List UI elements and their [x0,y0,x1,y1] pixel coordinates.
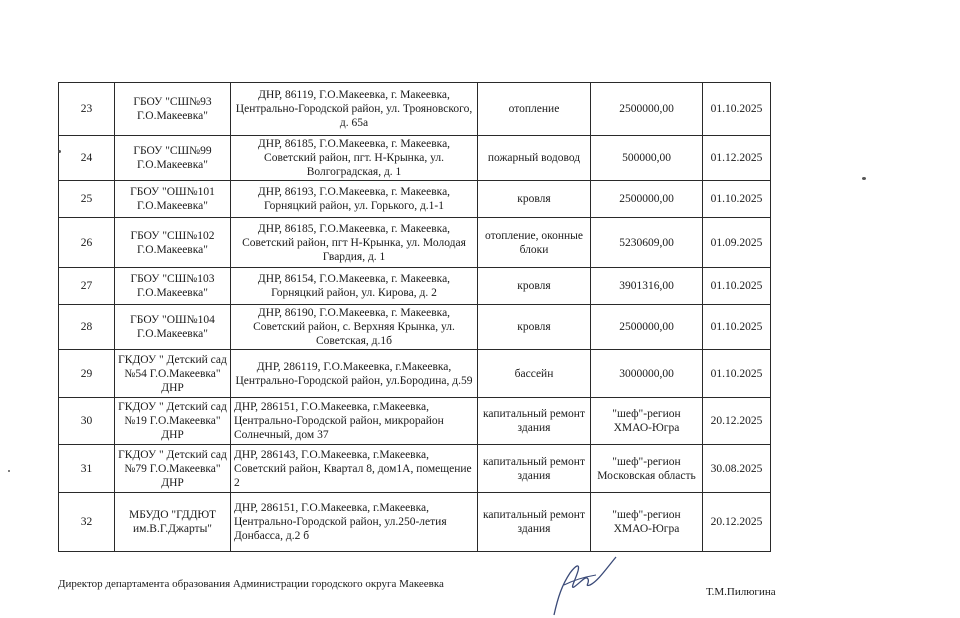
deadline-date: 20.12.2025 [703,398,771,445]
funding-source: "шеф"-регион ХМАО-Югра [591,493,703,552]
scan-speck [862,177,866,180]
institution-name: ГБОУ "СШ№93 Г.О.Макеевка" [115,83,231,136]
funding-amount: 5230609,00 [591,218,703,268]
institution-name: ГБОУ "СШ№102 Г.О.Макеевка" [115,218,231,268]
deadline-date: 01.10.2025 [703,181,771,218]
scan-speck [8,470,10,472]
table-row [59,350,771,398]
deadline-date: 01.10.2025 [703,350,771,398]
table-row [59,218,771,268]
institution-address: ДНР, 86193, Г.О.Макеевка, г. Макеевка, Горняцкий район, ул. Горького, д.1-1 [231,181,478,218]
work-type: капитальный ремонт здания [478,445,591,493]
institution-name: ГКДОУ " Детский сад №19 Г.О.Макеевка" ДНР [115,398,231,445]
institution-address: ДНР, 286119, Г.О.Макеевка, г.Макеевка, Центрально-Городской район, ул.Бородина, д.59 [231,350,478,398]
institution-name: ГБОУ "ОШ№101 Г.О.Макеевка" [115,181,231,218]
signatory-name: Т.М.Пилюгина [706,586,776,598]
funding-amount: 2500000,00 [591,305,703,350]
deadline-date: 01.12.2025 [703,136,771,181]
row-number: 31 [59,445,115,493]
deadline-date: 20.12.2025 [703,493,771,552]
repair-schedule-table [58,82,771,552]
table-row [59,136,771,181]
deadline-date: 30.08.2025 [703,445,771,493]
work-type: кровля [478,268,591,305]
work-type: пожарный водовод [478,136,591,181]
work-type: капитальный ремонт здания [478,398,591,445]
row-number: 28 [59,305,115,350]
deadline-date: 01.10.2025 [703,305,771,350]
funding-amount: 2500000,00 [591,181,703,218]
deadline-date: 01.10.2025 [703,83,771,136]
work-type: отопление [478,83,591,136]
funding-amount: 500000,00 [591,136,703,181]
funding-source: "шеф"-регион ХМАО-Югра [591,398,703,445]
work-type: бассейн [478,350,591,398]
row-number: 30 [59,398,115,445]
handwritten-signature [540,545,620,618]
institution-address: ДНР, 86119, Г.О.Макеевка, г. Макеевка, Центрально-Городской район, ул. Трояновского, д. 65а [231,83,478,136]
table-row [59,398,771,445]
institution-address: ДНР, 286143, Г.О.Макеевка, г.Макеевка, Советский район, Квартал 8, дом1А, помещение 2 [231,445,478,493]
funding-amount: 3000000,00 [591,350,703,398]
table-row [59,305,771,350]
signatory-position: Директор департамента образования Администрации городского округа Макеевка [58,578,444,590]
institution-name: ГБОУ "СШ№103 Г.О.Макеевка" [115,268,231,305]
row-number: 32 [59,493,115,552]
row-number: 24 [59,136,115,181]
row-number: 23 [59,83,115,136]
table-row [59,493,771,552]
work-type: отопление, оконные блоки [478,218,591,268]
institution-address: ДНР, 286151, Г.О.Макеевка, г.Макеевка, Центрально-Городской район, микрорайон Солнечный, дом 37 [231,398,478,445]
institution-address: ДНР, 86190, Г.О.Макеевка, г. Макеевка, Советский район, с. Верхняя Крынка, ул. Советская, д.1б [231,305,478,350]
institution-address: ДНР, 86185, Г.О.Макеевка, г. Макеевка, Советский район, пгт Н-Крынка, ул. Молодая Гвардия, д. 1 [231,218,478,268]
deadline-date: 01.10.2025 [703,268,771,305]
funding-source: "шеф"-регион Московская область [591,445,703,493]
institution-name: ГБОУ "ОШ№104 Г.О.Макеевка" [115,305,231,350]
row-number: 26 [59,218,115,268]
deadline-date: 01.09.2025 [703,218,771,268]
institution-name: МБУДО "ГДДЮТ им.В.Г.Джарты" [115,493,231,552]
scan-speck [58,150,61,153]
table-row [59,268,771,305]
funding-amount: 2500000,00 [591,83,703,136]
institution-name: ГКДОУ " Детский сад №79 Г.О.Макеевка" ДНР [115,445,231,493]
institution-address: ДНР, 86185, Г.О.Макеевка, г. Макеевка, Советский район, пгт. Н-Крынка, ул. Волгоградская, д. 1 [231,136,478,181]
work-type: кровля [478,305,591,350]
institution-name: ГБОУ "СШ№99 Г.О.Макеевка" [115,136,231,181]
institution-name: ГКДОУ " Детский сад №54 Г.О.Макеевка" ДНР [115,350,231,398]
institution-address: ДНР, 86154, Г.О.Макеевка, г. Макеевка, Горняцкий район, ул. Кирова, д. 2 [231,268,478,305]
row-number: 27 [59,268,115,305]
work-type: капитальный ремонт здания [478,493,591,552]
table-row [59,181,771,218]
table-row [59,445,771,493]
funding-amount: 3901316,00 [591,268,703,305]
row-number: 25 [59,181,115,218]
work-type: кровля [478,181,591,218]
institution-address: ДНР, 286151, Г.О.Макеевка, г.Макеевка, Центрально-Городской район, ул.250-летия Донбасса, д.2 б [231,493,478,552]
table-row [59,83,771,136]
row-number: 29 [59,350,115,398]
